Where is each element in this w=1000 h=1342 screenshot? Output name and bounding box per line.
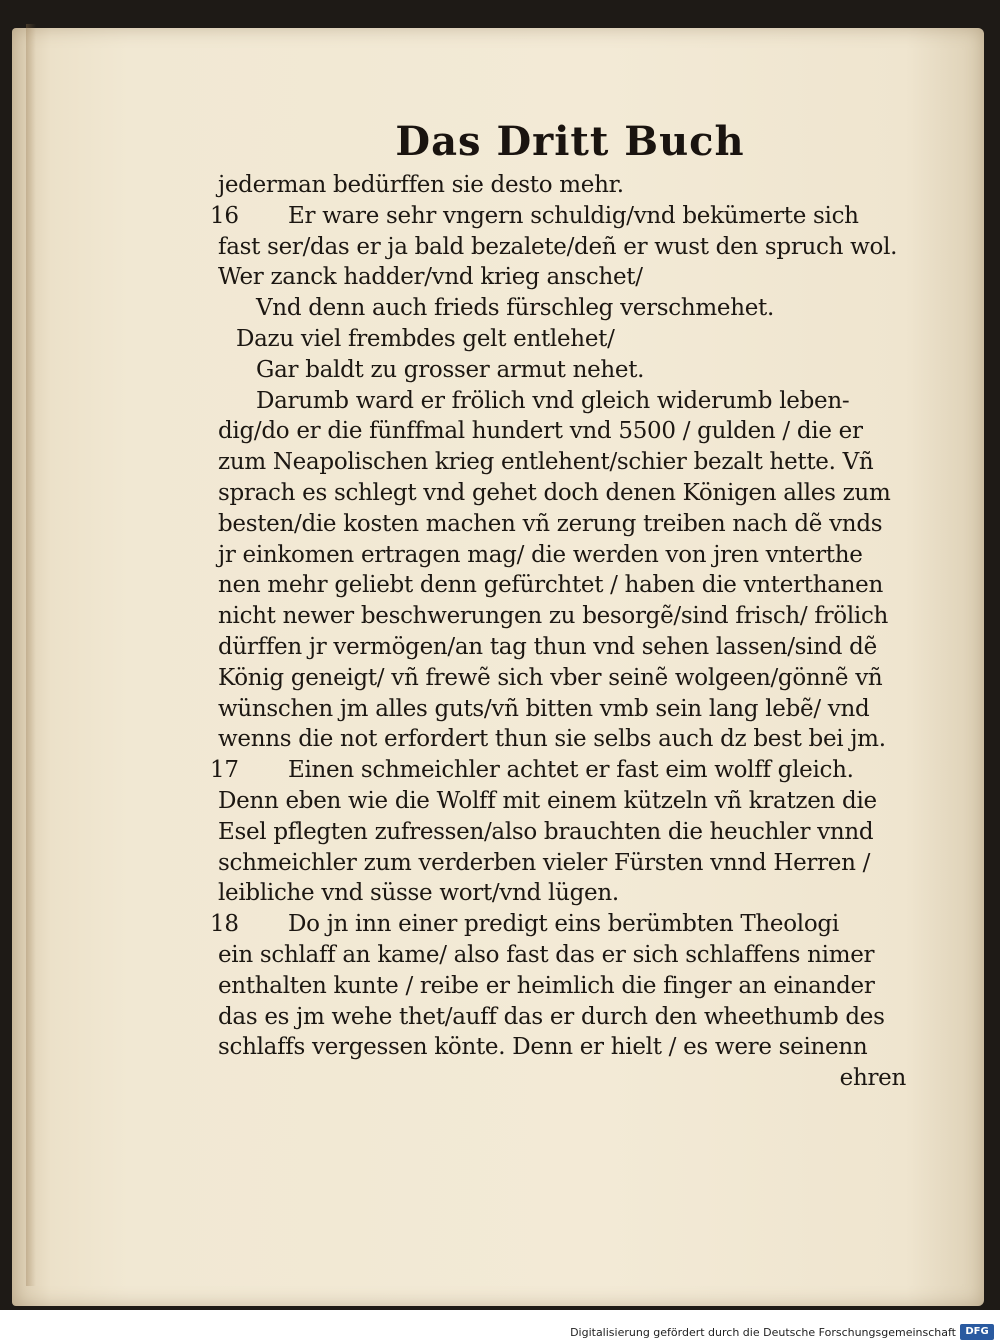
- text-line: [218, 786, 928, 817]
- text-line: [218, 232, 928, 263]
- paragraph-number: 18: [210, 911, 239, 938]
- line-text: ein schlaff an kame/ also fast das er sich schlaffens nimer: [218, 941, 875, 968]
- text-line: [218, 632, 928, 663]
- line-text: Vnd denn auch frieds fürschleg verschmehet.: [256, 295, 774, 322]
- line-text: nicht newer beschwerungen zu besorgẽ/sind frisch/ frölich: [218, 603, 889, 630]
- text-line: [218, 971, 928, 1002]
- text-line: [218, 355, 928, 386]
- text-line: [218, 478, 928, 509]
- line-text: leibliche vnd süsse wort/vnd lügen.: [218, 880, 619, 907]
- line-text: dig/do er die fünffmal hundert vnd 5500 / gulden / die er: [218, 418, 863, 445]
- line-text: Er ware sehr vngern schuldig/vnd bekümerte sich: [288, 202, 859, 229]
- text-line: [218, 509, 928, 540]
- text-line: [218, 262, 928, 293]
- page-gutter: [26, 24, 36, 1286]
- text-line: [218, 724, 928, 755]
- text-line: [218, 817, 928, 848]
- text-line: [218, 694, 928, 725]
- line-text: König geneigt/ vñ frewẽ sich vber seinẽ wolgeen/gönnẽ vñ: [218, 664, 883, 691]
- text-line: [210, 201, 928, 232]
- line-text: Gar baldt zu grosser armut nehet.: [256, 356, 645, 383]
- text-line: [218, 940, 928, 971]
- line-text: zum Neapolischen krieg entlehent/schier bezalt hette. Vñ: [218, 449, 874, 476]
- text-line: [218, 324, 928, 355]
- line-text: Darumb ward er frölich vnd gleich widerumb leben-: [256, 387, 850, 414]
- line-text: Esel pflegten zufressen/also brauchten die heuchler vnnd: [218, 818, 874, 845]
- page-body-text: [210, 170, 928, 1094]
- line-text: enthalten kunte / reibe er heimlich die finger an einander: [218, 972, 875, 999]
- dfg-logo: DFG: [960, 1324, 994, 1340]
- text-line: [218, 570, 928, 601]
- line-text: sprach es schlegt vnd gehet doch denen Königen alles zum: [218, 479, 891, 506]
- paragraph-number: 16: [210, 202, 239, 229]
- text-line: [218, 447, 928, 478]
- line-text: wenns die not erfordert thun sie selbs auch dz best bei jm.: [218, 726, 886, 753]
- line-text: jr einkomen ertragen mag/ die werden von jren vnterthe: [218, 541, 863, 568]
- line-text: Wer zanck hadder/vnd krieg anschet/: [218, 264, 643, 291]
- line-text: Dazu viel frembdes gelt entlehet/: [236, 325, 615, 352]
- line-text: wünschen jm alles guts/vñ bitten vmb sein lang lebẽ/ vnd: [218, 695, 870, 722]
- paragraph-number: 17: [210, 757, 239, 784]
- text-line: [218, 601, 928, 632]
- line-text: dürffen jr vermögen/an tag thun vnd sehen lassen/sind dẽ: [218, 633, 877, 660]
- text-line: [218, 1032, 928, 1063]
- line-text: schlaffs vergessen könte. Denn er hielt / es were seinenn: [218, 1034, 868, 1061]
- text-line: [218, 1002, 928, 1033]
- line-text: das es jm wehe thet/auff das er durch den wheethumb des: [218, 1003, 885, 1030]
- line-text: Do jn inn einer predigt eins berümbten Theologi: [288, 911, 839, 938]
- line-text: Einen schmeichler achtet er fast eim wolff gleich.: [288, 757, 854, 784]
- text-line: [218, 386, 928, 417]
- line-text: nen mehr geliebt denn gefürchtet / haben die vnterthanen: [218, 572, 883, 599]
- text-line: [218, 540, 928, 571]
- text-line: [218, 416, 928, 447]
- footer-bar: [0, 1310, 1000, 1342]
- line-text: fast ser/das er ja bald bezalete/deñ er wust den spruch wol.: [218, 233, 898, 260]
- line-text: schmeichler zum verderben vieler Fürsten vnnd Herren /: [218, 849, 871, 876]
- line-text: jederman bedürffen sie desto mehr.: [218, 172, 624, 198]
- text-line: [218, 170, 928, 201]
- line-text: ehren: [839, 1065, 906, 1092]
- text-line: [210, 755, 928, 786]
- text-line: [218, 848, 928, 879]
- text-line: [218, 1063, 928, 1094]
- line-text: besten/die kosten machen vñ zerung treiben nach dẽ vnds: [218, 510, 883, 537]
- text-line: [218, 293, 928, 324]
- funding-credit: Digitalisierung gefördert durch die Deutsche Forschungsgemeinschaft: [570, 1326, 956, 1339]
- text-line: [218, 663, 928, 694]
- line-text: Denn eben wie die Wolff mit einem kützeln vñ kratzen die: [218, 787, 877, 814]
- page-header: Das Dritt Buch: [395, 118, 745, 165]
- text-line: [210, 909, 928, 940]
- text-line: [218, 878, 928, 909]
